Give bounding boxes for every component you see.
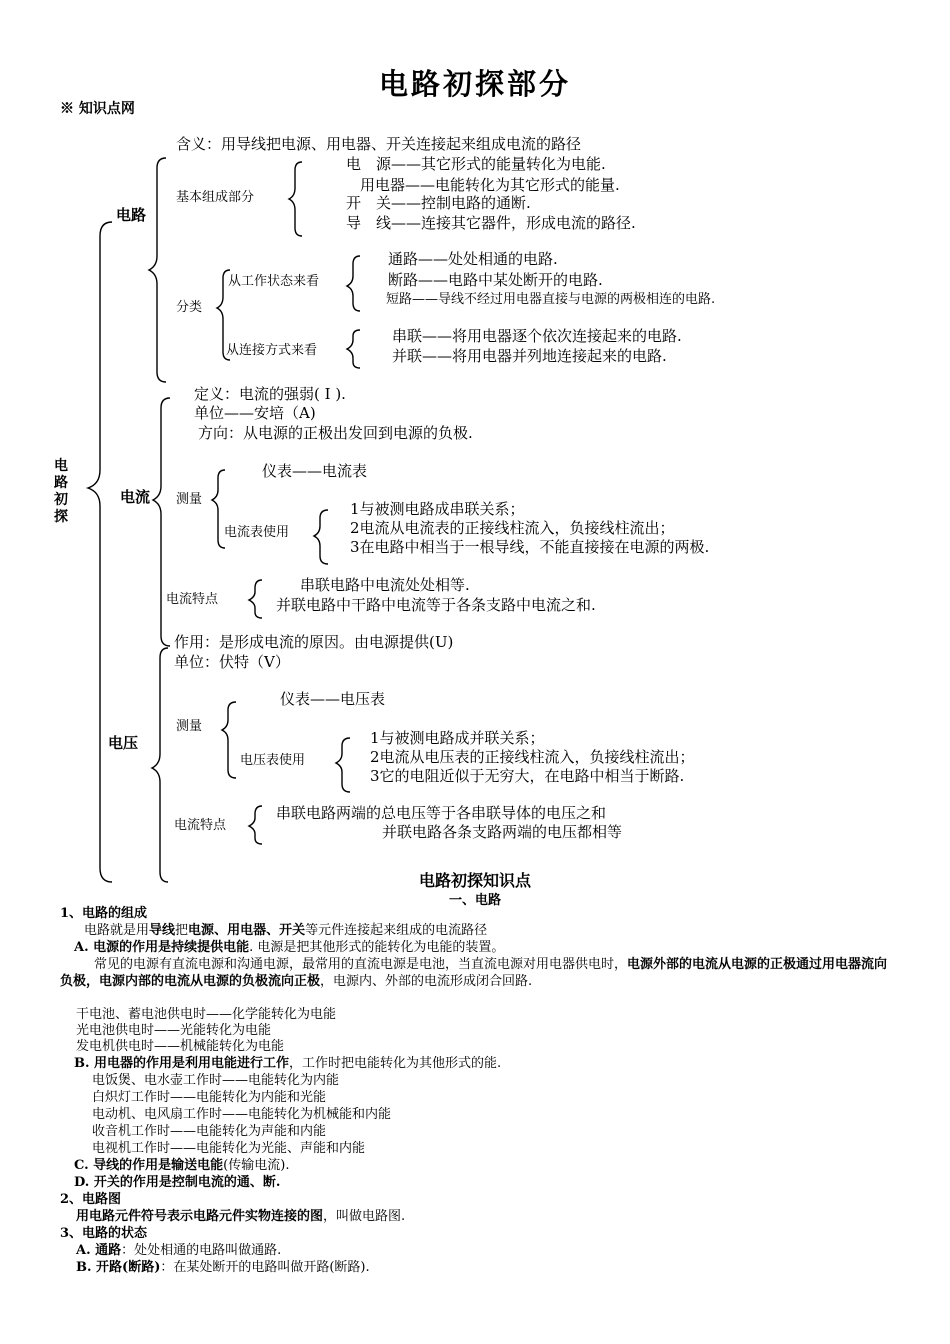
voltage-feature-label: 电流特点 <box>174 818 227 833</box>
kp-paragraph: 常见的电源有直流电源和沟通电源，最常用的直流电源是电池，当直流电源对用电器供电时，电源外部的电流从电源的正极通过用电器流向负极，电源内部的电流从电源的负极流向正极，电源内、外部的电流形成闭合回路. <box>60 957 888 989</box>
kp-b-item: 电动机、电风扇工作时——电能转化为机械能和内能 <box>92 1107 392 1122</box>
voltmeter-label: 仪表——电压表 <box>280 690 386 708</box>
kp-b-item: 电视机工作时——电能转化为光能、声能和内能 <box>92 1141 366 1156</box>
kp-p2: 用电路元件符号表示电路元件实物连接的图，叫做电路图. <box>76 1209 406 1224</box>
root-label: 电路初探 <box>54 458 68 525</box>
ammeter-use-label: 电流表使用 <box>224 525 290 540</box>
kp-d: D. 开关的作用是控制电流的通、断. <box>74 1175 281 1190</box>
kp-heading-3: 3、电路的状态 <box>60 1226 148 1241</box>
kp-a: A. 电源的作用是持续提供电能. 电源是把其他形式的能转化为电能的装置。 <box>74 940 505 955</box>
voltmeter-use-label: 电压表使用 <box>240 753 306 768</box>
kp-b-item: 白炽灯工作时——电能转化为内能和光能 <box>92 1090 327 1105</box>
voltage-feature-item: 并联电路各条支路两端的电压都相等 <box>382 823 623 841</box>
ammeter-use-item: 2电流从电流表的正接线柱流入，负接线柱流出； <box>350 519 675 537</box>
voltage-measure-brace <box>222 702 236 778</box>
basic-item: 用电器——电能转化为其它形式的能量. <box>360 176 620 194</box>
kp-title: 电路初探知识点 <box>418 871 531 890</box>
voltage-feature-brace <box>249 806 262 844</box>
ammeter-use-brace <box>314 510 328 564</box>
work-item: 通路——处处相通的电路. <box>388 250 558 268</box>
work-item: 短路——导线不经过用电器直接与电源的两极相连的电路. <box>386 292 716 307</box>
section-subtitle: ※ 知识点网 <box>60 101 135 117</box>
kp-state-b: B. 开路(断路)：在某处断开的电路叫做开路(断路). <box>76 1260 370 1275</box>
work-brace <box>347 256 360 311</box>
current-direction: 方向：从电源的正极出发回到电源的负极. <box>198 424 473 442</box>
voltage-unit: 单位：伏特（V） <box>174 653 290 671</box>
current-feature-label: 电流特点 <box>166 592 219 607</box>
kp-state-a: A. 通路：处处相通的电路叫做通路. <box>76 1243 282 1258</box>
basic-item: 开 关——控制电路的通断. <box>346 194 531 212</box>
current-feature-item: 并联电路中干路中电流等于各条支路中电流之和. <box>276 596 596 614</box>
ammeter-label: 仪表——电流表 <box>262 462 368 480</box>
page-title: 电路初探部分 <box>378 67 571 101</box>
kp-p1: 电路就是用导线把电源、用电器、开关等元件连接起来组成的电流路径 <box>84 923 488 938</box>
kp-a-item: 发电机供电时——机械能转化为电能 <box>76 1039 285 1054</box>
voltage-function: 作用：是形成电流的原因。由电源提供(U) <box>174 633 454 651</box>
kp-a-item: 光电池供电时——光能转化为电能 <box>76 1023 272 1038</box>
circuit-brace <box>149 158 166 382</box>
basic-item: 导 线——连接其它器件，形成电流的路径. <box>346 214 636 232</box>
voltage-brace <box>152 648 168 882</box>
current-def: 定义：电流的强弱( I ). <box>194 385 346 403</box>
ammeter-use-item: 1与被测电路成串联关系； <box>350 500 525 518</box>
voltmeter-use-brace <box>336 738 350 792</box>
voltage-label: 电压 <box>108 734 139 752</box>
current-feature-item: 串联电路中电流处处相等. <box>300 576 470 594</box>
basic-item: 电 源——其它形式的能量转化为电能. <box>346 155 606 173</box>
kp-b: B. 用电器的作用是利用电能进行工作，工作时把电能转化为其他形式的能. <box>74 1056 502 1071</box>
class-label: 分类 <box>176 300 203 315</box>
conn-label: 从连接方式来看 <box>226 343 318 358</box>
circuit-label: 电路 <box>116 206 147 224</box>
kp-section: 一、电路 <box>448 893 501 908</box>
voltage-feature-item: 串联电路两端的总电压等于各串联导体的电压之和 <box>276 804 607 822</box>
basic-brace <box>289 162 302 236</box>
basic-label: 基本组成部分 <box>176 190 255 205</box>
voltmeter-use-item: 1与被测电路成并联关系； <box>370 729 545 747</box>
root-brace <box>88 222 112 882</box>
conn-item: 并联——将用电器并列地连接起来的电路. <box>392 347 667 365</box>
kp-a-item: 干电池、蓄电池供电时——化学能转化为电能 <box>76 1007 337 1022</box>
current-brace <box>153 398 170 646</box>
kp-b-item: 电饭煲、电水壶工作时——电能转化为内能 <box>92 1073 340 1088</box>
current-label: 电流 <box>120 488 151 506</box>
current-measure-label: 测量 <box>176 492 203 507</box>
current-unit: 单位——安培（A) <box>194 404 316 422</box>
kp-heading-1: 1、电路的组成 <box>60 906 148 921</box>
kp-c: C. 导线的作用是输送电能(传输电流). <box>74 1158 290 1173</box>
kp-b-item: 收音机工作时——电能转化为声能和内能 <box>92 1124 327 1139</box>
conn-brace <box>347 330 360 368</box>
voltmeter-use-item: 3它的电阻近似于无穷大，在电路中相当于断路. <box>370 767 685 785</box>
work-label: 从工作状态来看 <box>228 274 320 289</box>
kp-heading-2: 2、电路图 <box>60 1192 122 1207</box>
voltage-measure-label: 测量 <box>176 719 203 734</box>
voltmeter-use-item: 2电流从电压表的正接线柱流入，负接线柱流出； <box>370 748 695 766</box>
circuit-meaning: 含义：用导线把电源、用电器、开关连接起来组成电流的路径 <box>176 135 582 153</box>
work-item: 断路——电路中某处断开的电路. <box>388 271 603 289</box>
conn-item: 串联——将用电器逐个依次连接起来的电路. <box>392 327 682 345</box>
current-feature-brace <box>249 580 262 618</box>
ammeter-use-item: 3在电路中相当于一根导线，不能直接接在电源的两极. <box>350 538 710 556</box>
